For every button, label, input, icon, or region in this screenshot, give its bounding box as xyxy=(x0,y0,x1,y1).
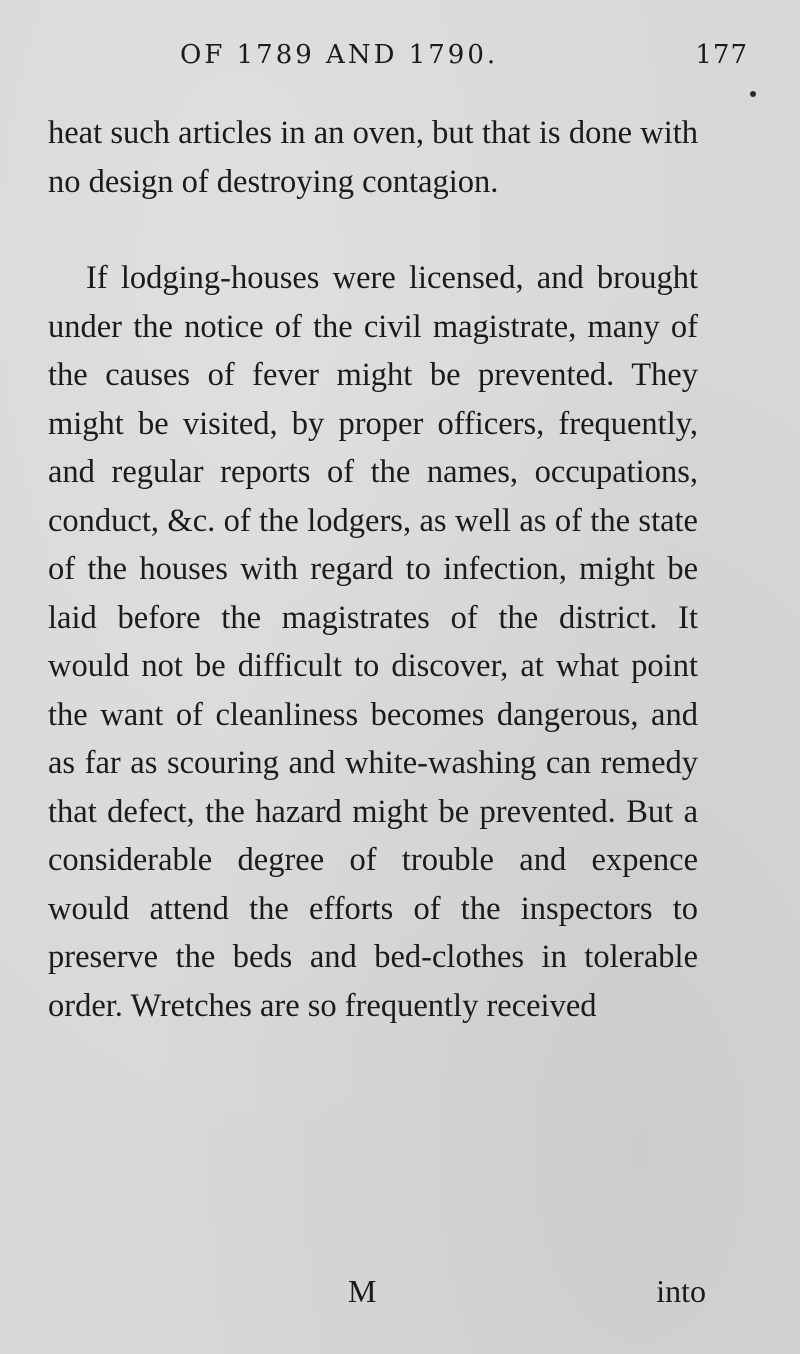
running-head: OF 1789 AND 1790. xyxy=(180,40,499,70)
page-header xyxy=(48,40,748,80)
ink-dot xyxy=(750,91,756,97)
body-text xyxy=(48,109,698,1030)
paragraph-continuation: heat such articles in an oven, but that is done with no design of destroying contagion. xyxy=(48,115,698,200)
paragraph-lodging-houses: If lodging-houses were licensed, and brought under the notice of the civil magistrate, many of the causes of fever might be prevented. They might be visited, by proper officers, frequently, and regular reports of the names, occupations, conduct, &c. of the lodgers, as well as of the state of the houses with regard to infection, might be laid before the magistrates of the district. It would not be difficult to discover, at what point the want of cleanliness becomes dangerous, and as far as scouring and white-washing can remedy that defect, the hazard might be prevented. But a considerable degree of trouble and expence would attend the efforts of the inspectors to preserve the beds and bed-clothes in tolerable order. Wretches are so frequently received xyxy=(48,260,698,1024)
page-number: 177 xyxy=(695,40,748,70)
catchword: into xyxy=(656,1273,706,1309)
signature-mark: M xyxy=(348,1273,377,1309)
page-footer xyxy=(48,1273,706,1313)
